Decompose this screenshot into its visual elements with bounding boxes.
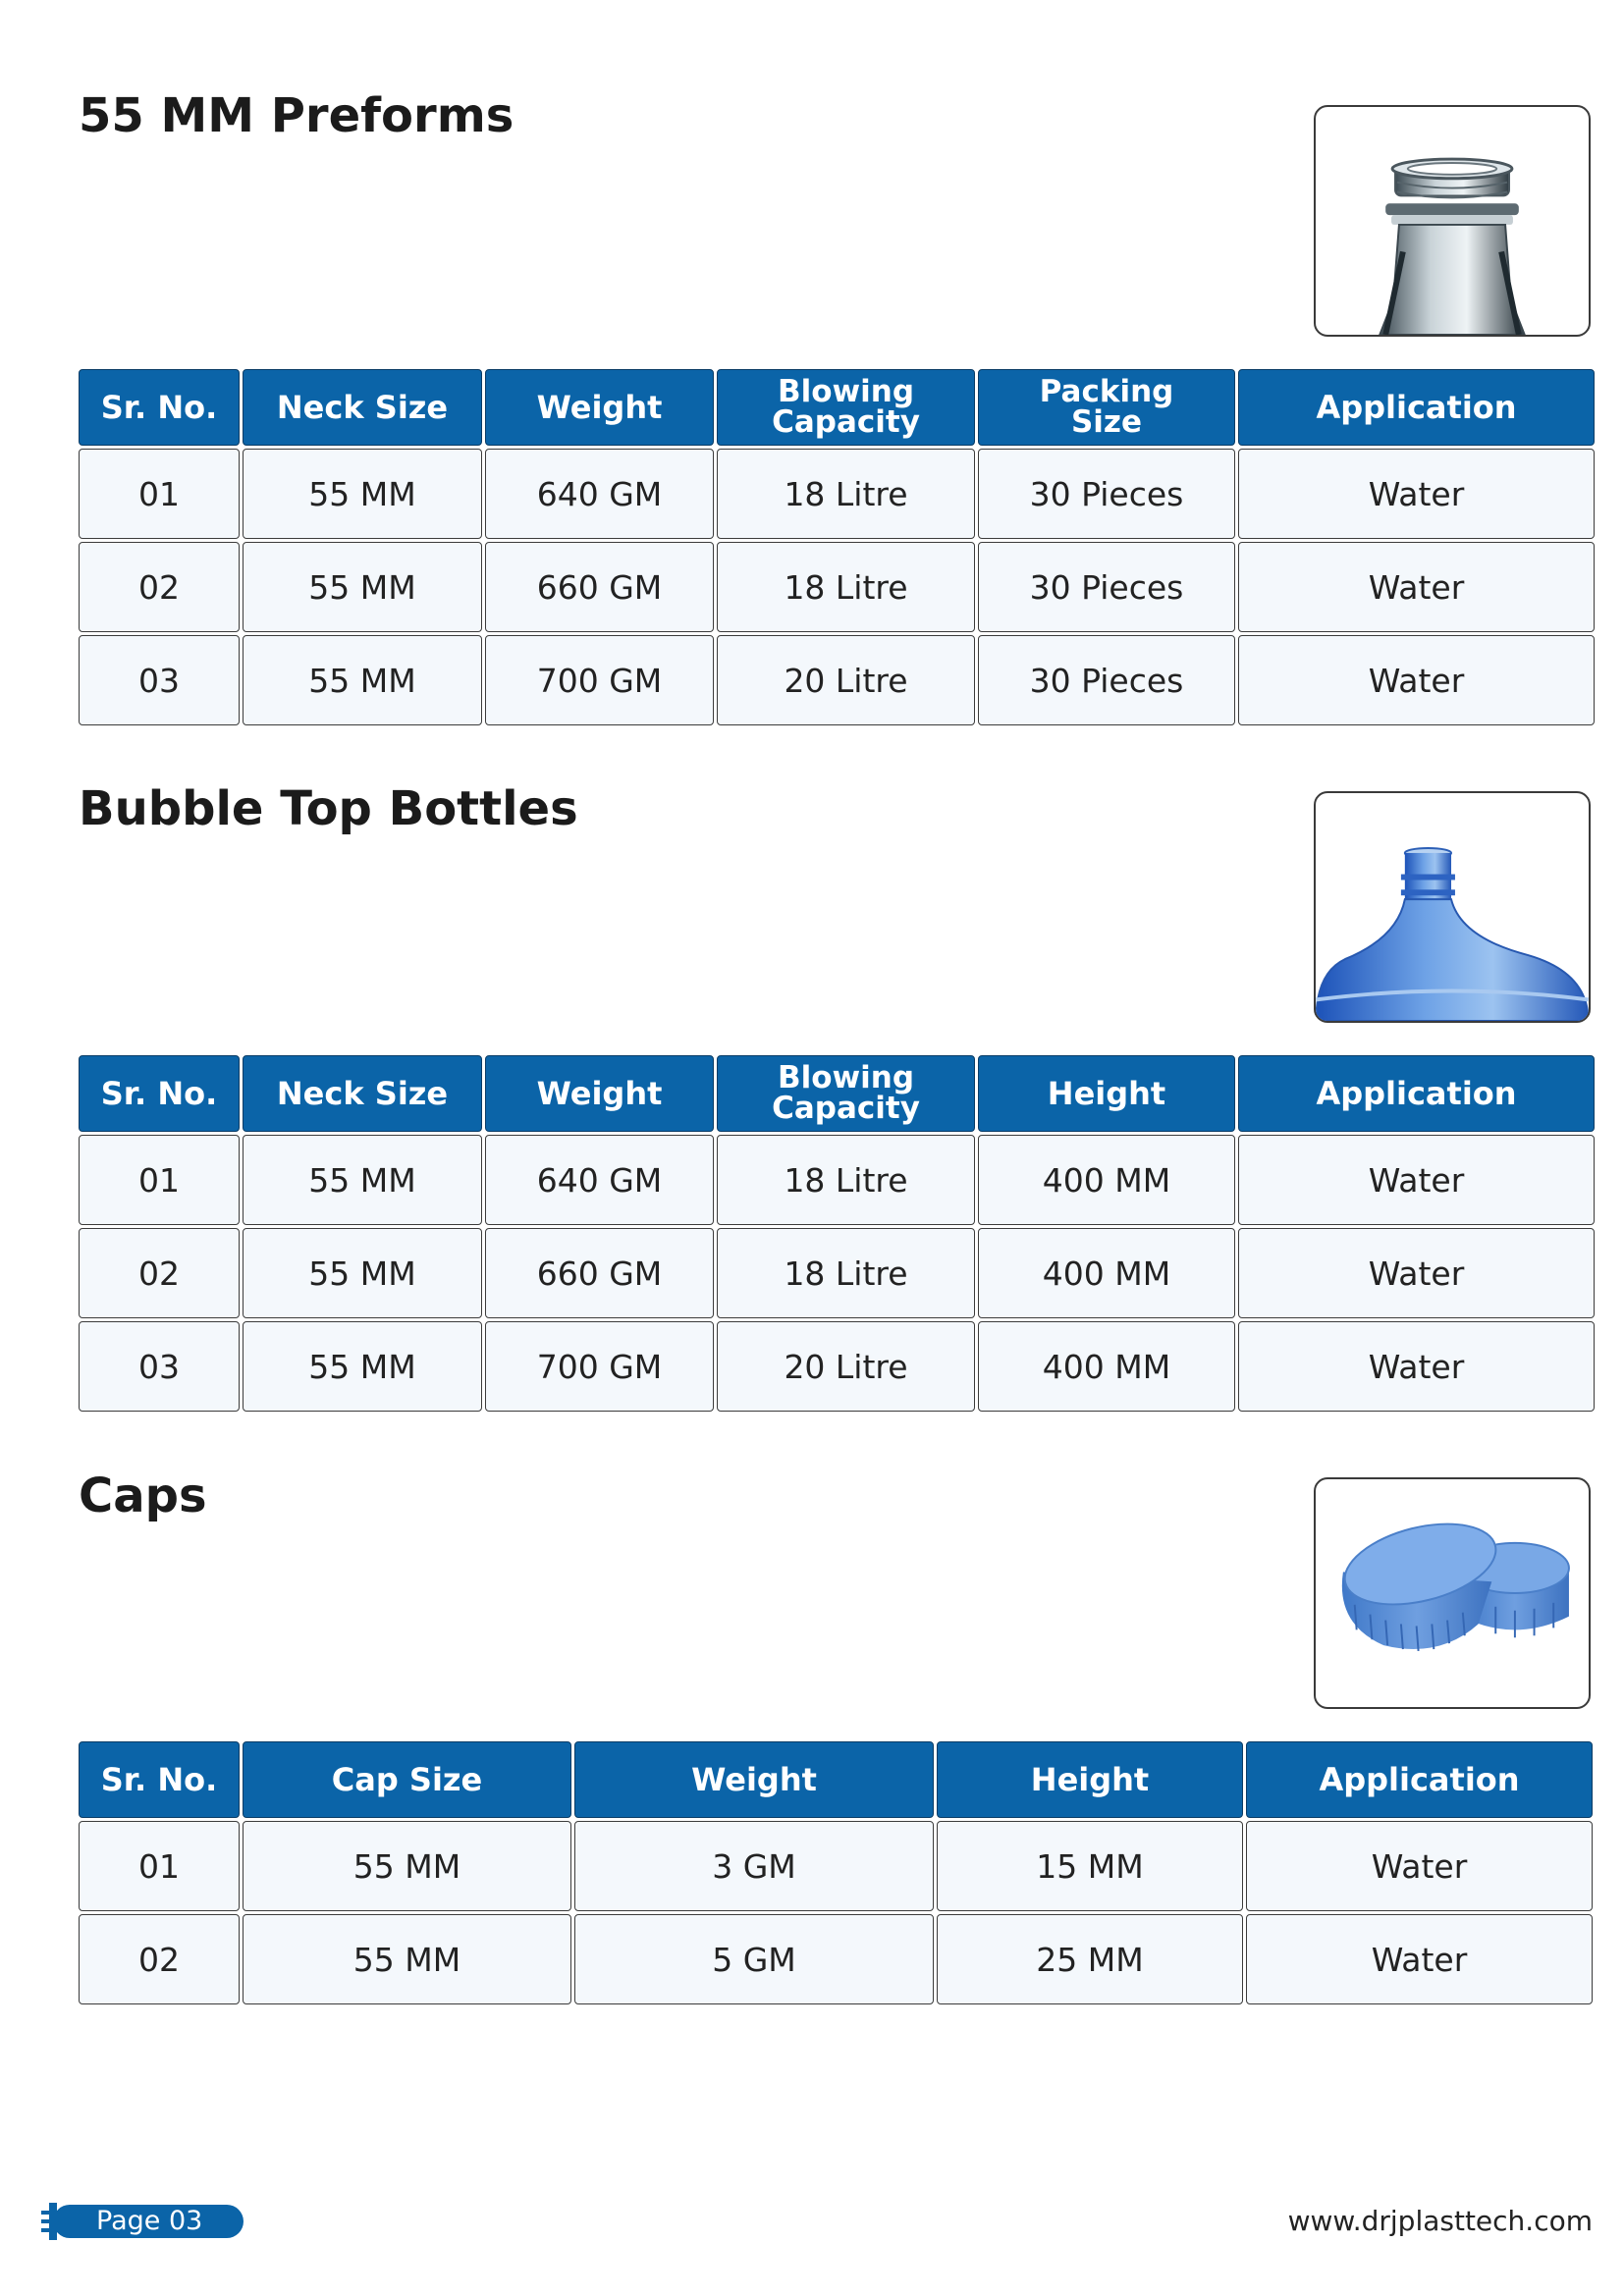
- table-cell: 01: [79, 449, 240, 539]
- table-cell: Water: [1238, 542, 1595, 632]
- table-header-cell: Application: [1246, 1741, 1593, 1818]
- table-header-cell: Blowing Capacity: [717, 1055, 975, 1132]
- table-cell: Water: [1238, 449, 1595, 539]
- table-cell: 55 MM: [243, 1321, 482, 1412]
- table-header-cell: Packing Size: [978, 369, 1235, 446]
- table-cell: 700 GM: [485, 1321, 714, 1412]
- table-cell: 55 MM: [243, 542, 482, 632]
- table-header-cell: Height: [978, 1055, 1235, 1132]
- table-cell: 55 MM: [243, 1821, 571, 1911]
- table-cell: Water: [1238, 1321, 1595, 1412]
- table-cell: 660 GM: [485, 1228, 714, 1318]
- table-cell: 01: [79, 1821, 240, 1911]
- table-cell: 55 MM: [243, 635, 482, 725]
- table-header-cell: Application: [1238, 369, 1595, 446]
- table-header-cell: Sr. No.: [79, 369, 240, 446]
- table-cell: 55 MM: [243, 1914, 571, 2004]
- table-header-cell: Weight: [485, 369, 714, 446]
- table-cell: 640 GM: [485, 1135, 714, 1225]
- table-header-cell: Sr. No.: [79, 1055, 240, 1132]
- table-cell: Water: [1238, 1228, 1595, 1318]
- table-cell: 660 GM: [485, 542, 714, 632]
- table-cell: 640 GM: [485, 449, 714, 539]
- table-cell: 700 GM: [485, 635, 714, 725]
- table-cell: 55 MM: [243, 1135, 482, 1225]
- preform-bottle-icon: [1316, 107, 1589, 335]
- table-cell: 02: [79, 1914, 240, 2004]
- table-cell: 55 MM: [243, 449, 482, 539]
- page-number-label: Page 03: [53, 2205, 244, 2238]
- table-cell: 15 MM: [937, 1821, 1243, 1911]
- table-cell: 55 MM: [243, 1228, 482, 1318]
- table-cell: Water: [1238, 635, 1595, 725]
- table-header-cell: Cap Size: [243, 1741, 571, 1818]
- table-cell: 02: [79, 1228, 240, 1318]
- table-header-cell: Weight: [574, 1741, 934, 1818]
- table-header-cell: Weight: [485, 1055, 714, 1132]
- water-bottle-icon: [1316, 793, 1589, 1021]
- table-cell: 30 Pieces: [978, 449, 1235, 539]
- bubble-top-bottle-image: [1314, 791, 1591, 1023]
- table-cell: 5 GM: [574, 1914, 934, 2004]
- table-cell: 20 Litre: [717, 1321, 975, 1412]
- table-cell: 30 Pieces: [978, 542, 1235, 632]
- section-title-bubble-top: Bubble Top Bottles: [79, 781, 578, 836]
- table-cell: 3 GM: [574, 1821, 934, 1911]
- table-header-cell: Neck Size: [243, 369, 482, 446]
- website-url[interactable]: www.drjplasttech.com: [1287, 2205, 1593, 2237]
- table-cell: 400 MM: [978, 1135, 1235, 1225]
- caps-table: [79, 1741, 1593, 2004]
- table-header-cell: Neck Size: [243, 1055, 482, 1132]
- table-cell: 18 Litre: [717, 1228, 975, 1318]
- table-cell: 400 MM: [978, 1228, 1235, 1318]
- table-header-cell: Blowing Capacity: [717, 369, 975, 446]
- table-cell: 30 Pieces: [978, 635, 1235, 725]
- table-cell: 03: [79, 635, 240, 725]
- section-title-caps: Caps: [79, 1468, 207, 1523]
- page-badge-icon: [39, 2203, 67, 2240]
- bottle-cap-icon: [1316, 1479, 1589, 1707]
- section-title-preforms: 55 MM Preforms: [79, 88, 514, 143]
- preforms-table: [79, 369, 1593, 725]
- table-cell: 01: [79, 1135, 240, 1225]
- table-cell: 25 MM: [937, 1914, 1243, 2004]
- table-cell: 18 Litre: [717, 542, 975, 632]
- table-cell: Water: [1246, 1914, 1593, 2004]
- table-header-cell: Application: [1238, 1055, 1595, 1132]
- bubble-top-table: [79, 1055, 1593, 1412]
- preform-bottle-image: [1314, 105, 1591, 337]
- table-cell: Water: [1238, 1135, 1595, 1225]
- table-cell: Water: [1246, 1821, 1593, 1911]
- table-cell: 20 Litre: [717, 635, 975, 725]
- table-cell: 400 MM: [978, 1321, 1235, 1412]
- table-header-cell: Sr. No.: [79, 1741, 240, 1818]
- table-cell: 02: [79, 542, 240, 632]
- table-cell: 18 Litre: [717, 449, 975, 539]
- table-header-cell: Height: [937, 1741, 1243, 1818]
- table-cell: 18 Litre: [717, 1135, 975, 1225]
- caps-image: [1314, 1477, 1591, 1709]
- table-cell: 03: [79, 1321, 240, 1412]
- page-number-badge: [39, 2203, 204, 2240]
